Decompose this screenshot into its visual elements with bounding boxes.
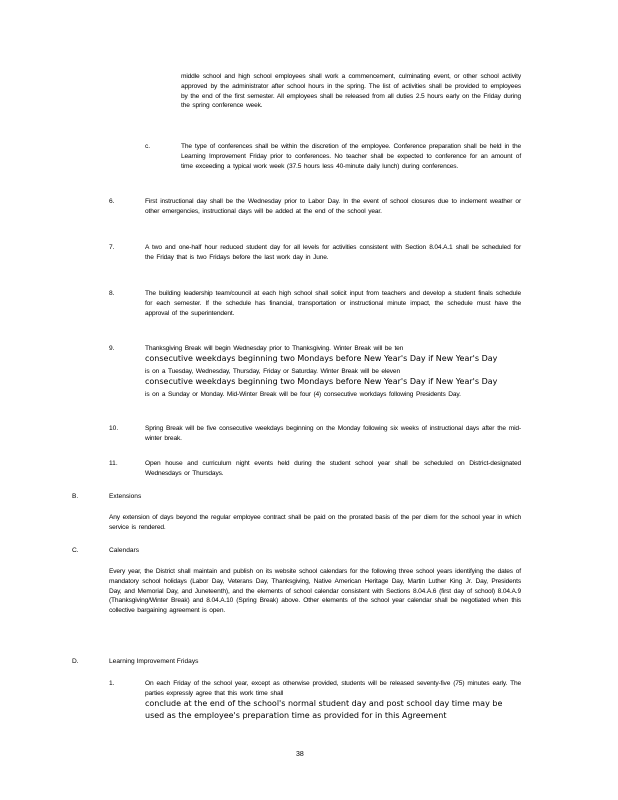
- item-7-number: 7.: [109, 244, 115, 251]
- section-c-letter: C.: [72, 547, 79, 554]
- item-7-text: A two and one-half hour reduced student day for all levels for activities consistent with Section 8.04.A.1 shall be scheduled for the Friday that is two Fridays before the last work day in June.: [145, 244, 521, 261]
- item-9-line-3: is on a Tuesday, Wednesday, Thursday, Friday or Saturday. Winter Break will be eleven: [145, 368, 400, 375]
- section-c-text: Every year, the District shall maintain and publish on its website school calendars for the following three school years identifying the dates of mandatory school holidays (Labor Day, Veterans Day, Thanksgiving, Native American Heritage Day, Martin Luther King Jr. Day, Presidents Day, and Memorial Day, and Juneteenth), and the elements of school calendar consistent with Sections 8.04.A.6 (first day of school) 8.04.A.9 (Thanksgiving/Winter Break) and 8.04.A.10 (Spring Break) above. Other elements of the school year calendar shall be negotiated when this collective bargaining agreement is open.: [109, 568, 521, 615]
- section-d-item-1-line-3: used as the employee's preparation time as provided for in this Agreement: [145, 711, 447, 720]
- section-d-item-1-line-2: conclude at the end of the school's normal student day and post school day time may be: [145, 699, 503, 708]
- item-11-number: 11.: [109, 460, 118, 467]
- section-d-item-1-number: 1.: [109, 680, 115, 687]
- section-b-letter: B.: [72, 493, 79, 500]
- item-9-line-5: is on a Sunday or Monday. Mid-Winter Break will be four (4) consecutive workdays following Presidents Day.: [145, 391, 461, 398]
- item-6-text: First instructional day shall be the Wednesday prior to Labor Day. In the event of school closures due to inclement weather or other emergencies, instructional days will be added at the end of the school year.: [145, 198, 521, 215]
- top-paragraph: middle school and high school employees shall work a commencement, culminating event, or other school activity approved by the administrator after school hours in the spring. The list of activities shall be provided to employees by the end of the first semester. All employees shall be released from all duties 2.5 hours early on the Friday during the spring conference week.: [181, 73, 521, 110]
- item-c-text: The type of conferences shall be within the discretion of the employee. Conference preparation shall be held in the Learning Improvement Friday prior to conferences. No teacher shall be expected to conference for an amount of time exceeding a typical work week (37.5 hours less 40-minute daily lunch) during conferences.: [181, 143, 521, 170]
- section-d-heading: Learning Improvement Fridays: [109, 658, 199, 665]
- item-9-line-4: consecutive weekdays beginning two Mondays before New Year's Day if New Year's Day: [145, 377, 498, 386]
- section-d-item-1-text: On each Friday of the school year, except as otherwise provided, students will be released seventy-five (75) minutes early. The parties expressly agree that this work time shall: [145, 680, 521, 697]
- item-6-number: 6.: [109, 198, 115, 205]
- item-11-text: Open house and curriculum night events held during the student school year shall be scheduled on District-designated Wednesdays or Thursdays.: [145, 460, 521, 477]
- item-9-line-1: Thanksgiving Break will begin Wednesday prior to Thanksgiving. Winter Break will be ten: [145, 345, 404, 352]
- item-8-text: The building leadership team/council at each high school shall solicit input from teachers and develop a student finals schedule for each semester. If the schedule has financial, transportation or instructional minute impact, the schedule must have the approval of the superintendent.: [145, 290, 521, 317]
- item-9-line-2: consecutive weekdays beginning two Mondays before New Year's Day if New Year's Day: [145, 354, 498, 363]
- item-10-number: 10.: [109, 425, 119, 432]
- item-8-number: 8.: [109, 290, 115, 297]
- section-d-letter: D.: [72, 658, 79, 665]
- section-b-heading: Extensions: [109, 493, 142, 500]
- section-c-heading: Calendars: [109, 547, 140, 554]
- page-number: 38: [296, 751, 304, 758]
- item-10-text: Spring Break will be five consecutive weekdays beginning on the Monday following six weeks of instructional days after the mid-winter break.: [145, 425, 521, 442]
- item-c-marker: c.: [145, 143, 151, 150]
- section-b-text: Any extension of days beyond the regular employee contract shall be paid on the prorated basis of the per diem for the school year in which service is rendered.: [109, 514, 521, 531]
- item-9-number: 9.: [109, 345, 115, 352]
